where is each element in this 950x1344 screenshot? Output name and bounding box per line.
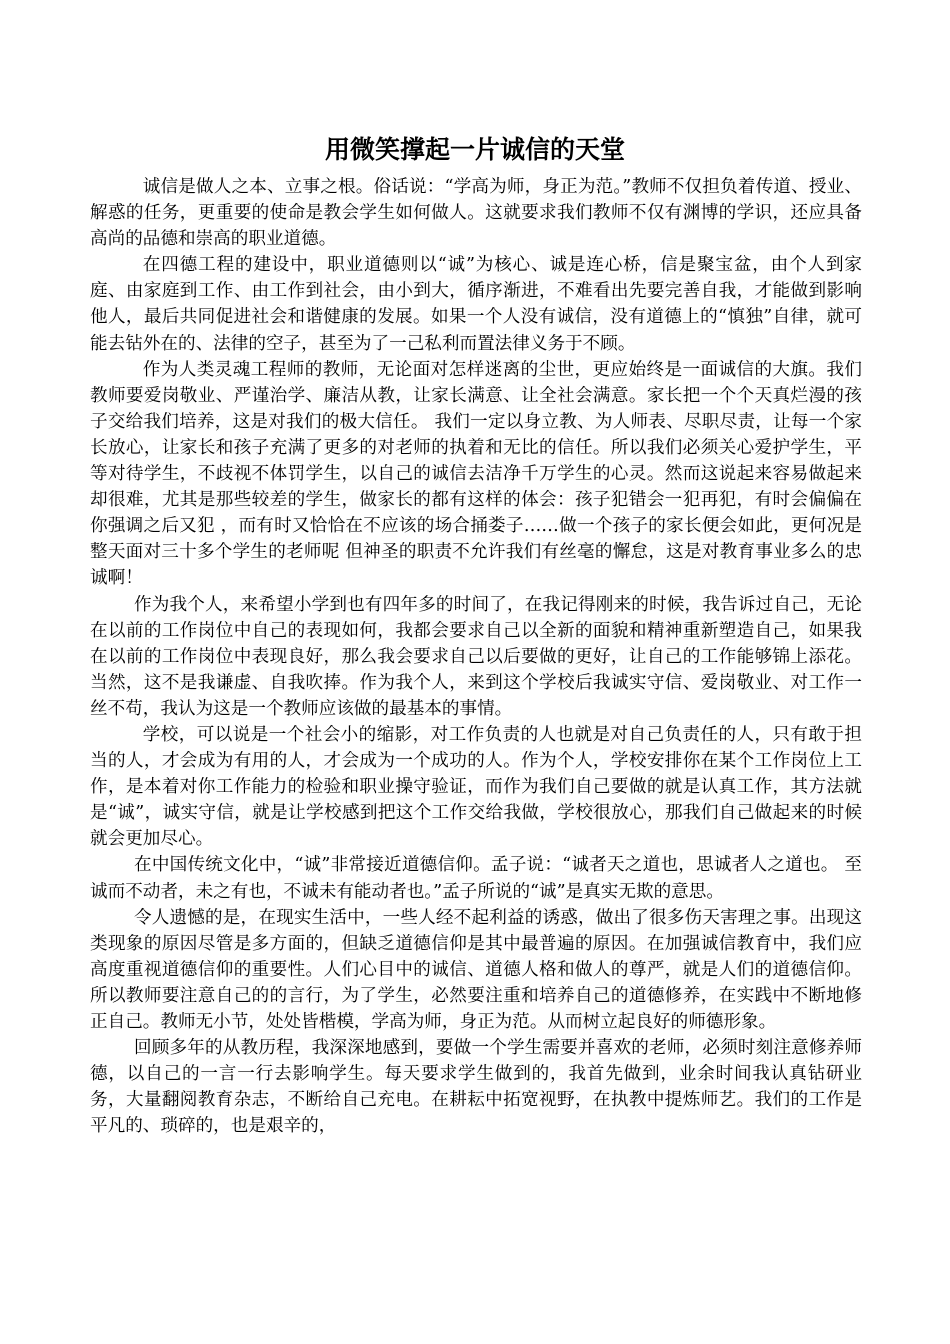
document-title: 用微笑撑起一片诚信的天堂 — [324, 135, 625, 164]
paragraph-7: 令人遗憾的是，在现实生活中，一些人经不起利益的诱惑，做出了很多伤天害理之事。出现这类现象的原因尽管是多方面的，但缺乏道德信仰是其中最普遍的原因。在加强诚信教育中，我们应高度重视道德信仰的重要性。人们心目中的诚信、道德人格和做人的尊严，就是人们的道德信仰。所以教师要注意自己的的言行，为了学生，必然要注重和培养自己的道德修养，在实践中不断地修正自己。教师无小节，处处皆楷模，学高为师，身正为范。从而树立起良好的师德形象。 — [90, 907, 862, 1032]
paragraph-3: 作为人类灵魂工程师的教师，无论面对怎样迷离的尘世，更应始终是一面诚信的大旗。我们教师要爱岗敬业、严谨治学、廉洁从教，让家长满意、让全社会满意。家长把一个个天真烂漫的孩子交给我们培养，这是对我们的极大信任。 我们一定以身立教、为人师表、尽职尽责，让每一个家长放心，让家长和孩子充满了更多的对老师的执着和无比的信任。所以我们必须关心爱护学生，平等对待学生，不歧视不体罚学生，以自己的诚信去洁净千万学生的心灵。然而这说起来容易做起来却很难，尤其是那些较差的学生，做家长的都有这样的体会：孩子犯错会一犯再犯，有时会偏偏在你强调之后又犯 ，而有时又恰恰在不应该的场合捅娄子……做一个孩子的家长便会如此，更何况是整天面对三十多个学生的老师呢 但神圣的职责不允许我们有丝毫的懈怠，这是对教育事业多么的忠诚啊！ — [90, 359, 862, 589]
paragraph-8: 回顾多年的从教历程，我深深地感到，要做一个学生需要并喜欢的老师，必须时刻注意修养师德，以自己的一言一行去影响学生。每天要求学生做到的，我首先做到，业余时间我认真钻研业务，大量翻阅教育杂志，不断给自己充电。在耕耘中拓宽视野，在执教中提炼师艺。我们的工作是平凡的、琐碎的，也是艰辛的， — [90, 1038, 862, 1137]
paragraph-5: 学校，可以说是一个社会小的缩影，对工作负责的人也就是对自己负责任的人，只有敢于担当的人，才会成为有用的人，才会成为一个成功的人。作为个人，学校安排你在某个工作岗位上工作，是本着对你工作能力的检验和职业操守验证，而作为我们自己要做的就是认真工作，其方法就是“诚”，诚实守信，就是让学校感到把这个工作交给我做，学校很放心，那我们自己做起来的时候就会更加尽心。 — [90, 724, 862, 850]
paragraph-1: 诚信是做人之本、立事之根。俗话说：“学高为师，身正为范。”教师不仅担负着传道、授业、解惑的任务，更重要的使命是教会学生如何做人。这就要求我们教师不仅有渊博的学识，还应具备高尚的品德和崇高的职业道德。 — [90, 177, 862, 250]
paragraph-2: 在四德工程的建设中，职业道德则以“诚”为核心、诚是连心桥，信是聚宝盆，由个人到家庭、由家庭到工作、由工作到社会，由小到大，循序渐进，不难看出先要完善自我，才能做到影响他人，最后共同促进社会和谐健康的发展。如果一个人没有诚信，没有道德上的“慎独”自律，就可能去钻外在的、法律的空子，甚至为了一己私利而置法律义务于不顾。 — [90, 255, 862, 354]
paragraph-6: 在中国传统文化中，“诚”非常接近道德信仰。孟子说：“诚者天之道也，思诚者人之道也。 至诚而不动者，未之有也，不诚未有能动者也。”孟子所说的“诚”是真实无欺的意思。 — [90, 855, 862, 902]
paragraph-4: 作为我个人，来希望小学到也有四年多的时间了，在我记得刚来的时候，我告诉过自己，无论在以前的工作岗位中自己的表现如何，我都会要求自己以全新的面貌和精神重新塑造自己，如果我在以前的工作岗位中表现良好，那么我会要求自己以后要做的更好，让自己的工作能够锦上添花。当然，这不是我谦虚、自我吹捧。作为我个人，来到这个学校后我诚实守信、爱岗敬业、对工作一丝不苟，我认为这是一个教师应该做的最基本的事情。 — [90, 594, 862, 719]
document-body — [90, 174, 862, 1139]
